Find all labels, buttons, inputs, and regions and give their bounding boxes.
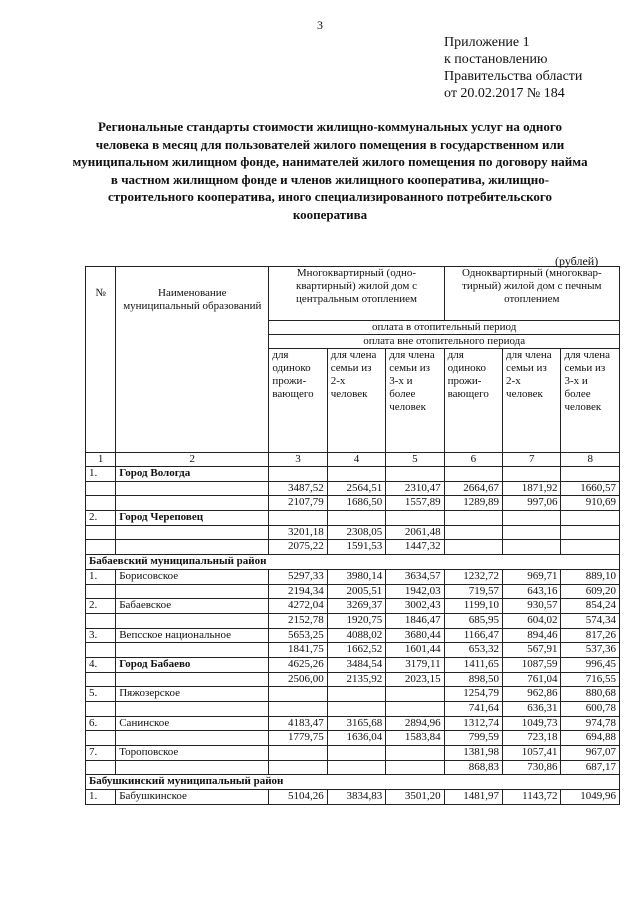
value-cell: 2664,67 [444, 481, 502, 496]
table-row [86, 746, 620, 761]
value-cell [386, 687, 444, 702]
value-cell [269, 760, 327, 775]
column-index: 1 [86, 453, 116, 467]
value-cell: 974,78 [561, 716, 620, 731]
municipality-name [116, 584, 269, 599]
table-row [86, 687, 620, 702]
row-number [86, 481, 116, 496]
value-cell: 3634,57 [386, 569, 444, 584]
column-index: 6 [444, 453, 502, 467]
value-cell: 3484,54 [327, 657, 385, 672]
table-row [86, 540, 620, 555]
value-cell: 2310,47 [386, 481, 444, 496]
table-row [86, 672, 620, 687]
value-cell: 1049,96 [561, 790, 620, 805]
value-cell: 3179,11 [386, 657, 444, 672]
table-row [86, 481, 620, 496]
row-number [86, 731, 116, 746]
value-cell: 1557,89 [386, 496, 444, 511]
value-cell: 962,86 [503, 687, 561, 702]
value-cell: 5104,26 [269, 790, 327, 805]
value-cell: 3501,20 [386, 790, 444, 805]
table-row [86, 525, 620, 540]
value-cell: 5653,25 [269, 628, 327, 643]
row-number [86, 643, 116, 658]
district-name: Бабушкинский муниципальный район [86, 775, 620, 790]
appendix-line-4: от 20.02.2017 № 184 [444, 86, 565, 101]
value-cell: 537,36 [561, 643, 620, 658]
value-cell [444, 467, 502, 482]
value-cell: 1660,57 [561, 481, 620, 496]
value-cell: 910,69 [561, 496, 620, 511]
value-cell [561, 540, 620, 555]
value-cell [269, 746, 327, 761]
value-cell: 817,26 [561, 628, 620, 643]
value-cell: 894,46 [503, 628, 561, 643]
value-cell: 799,59 [444, 731, 502, 746]
row-number: 1. [86, 569, 116, 584]
value-cell: 685,95 [444, 613, 502, 628]
value-cell: 898,50 [444, 672, 502, 687]
header-number: № [86, 267, 116, 453]
table-row [86, 628, 620, 643]
value-cell: 719,57 [444, 584, 502, 599]
table-row [86, 702, 620, 717]
value-cell: 889,10 [561, 569, 620, 584]
value-cell: 4183,47 [269, 716, 327, 731]
value-cell: 1583,84 [386, 731, 444, 746]
value-cell: 1662,52 [327, 643, 385, 658]
municipality-name: Пяжозерское [116, 687, 269, 702]
value-cell: 2005,51 [327, 584, 385, 599]
value-cell: 930,57 [503, 599, 561, 614]
table-row [86, 584, 620, 599]
value-cell: 3834,83 [327, 790, 385, 805]
table-row [86, 599, 620, 614]
row-number: 1. [86, 467, 116, 482]
value-cell: 687,17 [561, 760, 620, 775]
value-cell: 1636,04 [327, 731, 385, 746]
value-cell: 1447,32 [386, 540, 444, 555]
row-number: 2. [86, 599, 116, 614]
value-cell [269, 467, 327, 482]
value-cell [327, 467, 385, 482]
header-multi-apartment: Многоквартирный (одно-квартирный) жилой дом с центральным отоплением [269, 267, 444, 321]
value-cell: 1686,50 [327, 496, 385, 511]
value-cell: 574,34 [561, 613, 620, 628]
value-cell: 1254,79 [444, 687, 502, 702]
value-cell [561, 525, 620, 540]
value-cell: 730,86 [503, 760, 561, 775]
value-cell [386, 511, 444, 526]
row-number [86, 702, 116, 717]
header-col-4: для члена семьи из 2-х человек [327, 349, 385, 453]
header-col-6: для одиноко прожи-вающего [444, 349, 502, 453]
appendix-line-2: к постановлению [444, 52, 548, 67]
row-number [86, 496, 116, 511]
district-name: Бабаевский муниципальный район [86, 555, 620, 570]
value-cell: 1942,03 [386, 584, 444, 599]
municipality-name: Город Вологда [116, 467, 269, 482]
value-cell: 3002,43 [386, 599, 444, 614]
value-cell: 1411,65 [444, 657, 502, 672]
value-cell: 2152,78 [269, 613, 327, 628]
value-cell: 3980,14 [327, 569, 385, 584]
value-cell: 2135,92 [327, 672, 385, 687]
municipality-name [116, 702, 269, 717]
value-cell: 1057,41 [503, 746, 561, 761]
value-cell: 1289,89 [444, 496, 502, 511]
value-cell: 3165,68 [327, 716, 385, 731]
value-cell [561, 467, 620, 482]
municipality-name: Вепсское национальное [116, 628, 269, 643]
table-row [86, 731, 620, 746]
value-cell: 880,68 [561, 687, 620, 702]
row-number: 4. [86, 657, 116, 672]
municipality-name: Тороповское [116, 746, 269, 761]
table-row [86, 760, 620, 775]
district-row [86, 775, 620, 790]
value-cell [327, 746, 385, 761]
value-cell: 2194,34 [269, 584, 327, 599]
document-title: Региональные стандарты стоимости жилищно-коммунальных услуг на одного человека в месяц для пользователей жилого помещения в государственном или муниципальном жилищном фонде, нанимателей жилого помещения по договору найма в частном жилищном фонде и членов жилищного кооператива, жилищно-строительного кооператива, иного специализированного потребительского кооператива [72, 119, 588, 222]
value-cell: 4088,02 [327, 628, 385, 643]
value-cell: 636,31 [503, 702, 561, 717]
value-cell: 868,83 [444, 760, 502, 775]
value-cell: 2506,00 [269, 672, 327, 687]
value-cell: 854,24 [561, 599, 620, 614]
value-cell: 969,71 [503, 569, 561, 584]
table-row [86, 657, 620, 672]
municipality-name [116, 496, 269, 511]
row-number [86, 540, 116, 555]
value-cell: 2061,48 [386, 525, 444, 540]
value-cell [327, 702, 385, 717]
value-cell [327, 511, 385, 526]
value-cell [269, 687, 327, 702]
value-cell [386, 702, 444, 717]
value-cell [269, 511, 327, 526]
municipality-name [116, 643, 269, 658]
units-label: (рублей) [555, 254, 599, 268]
row-number [86, 525, 116, 540]
row-number: 2. [86, 511, 116, 526]
value-cell [561, 511, 620, 526]
row-number [86, 613, 116, 628]
value-cell: 604,02 [503, 613, 561, 628]
municipality-name [116, 540, 269, 555]
municipality-name [116, 525, 269, 540]
value-cell: 653,32 [444, 643, 502, 658]
municipality-name: Борисовское [116, 569, 269, 584]
value-cell: 2894,96 [386, 716, 444, 731]
page-number: 3 [317, 18, 323, 32]
value-cell: 600,78 [561, 702, 620, 717]
value-cell [386, 467, 444, 482]
value-cell: 1591,53 [327, 540, 385, 555]
table-row [86, 613, 620, 628]
value-cell: 1779,75 [269, 731, 327, 746]
value-cell [386, 746, 444, 761]
value-cell: 2308,05 [327, 525, 385, 540]
column-index: 4 [327, 453, 385, 467]
value-cell: 3269,37 [327, 599, 385, 614]
value-cell [503, 511, 561, 526]
municipality-name: Город Череповец [116, 511, 269, 526]
table-row [86, 467, 620, 482]
appendix-line-3: Правительства области [444, 69, 583, 84]
column-index: 2 [116, 453, 269, 467]
table-row [86, 496, 620, 511]
column-index: 8 [561, 453, 620, 467]
value-cell: 609,20 [561, 584, 620, 599]
column-index: 5 [386, 453, 444, 467]
row-number: 5. [86, 687, 116, 702]
value-cell: 1232,72 [444, 569, 502, 584]
value-cell [327, 760, 385, 775]
header-col-3: для одиноко прожи-вающего [269, 349, 327, 453]
value-cell: 1143,72 [503, 790, 561, 805]
value-cell: 1601,44 [386, 643, 444, 658]
table-row [86, 511, 620, 526]
value-cell: 3201,18 [269, 525, 327, 540]
value-cell [269, 702, 327, 717]
value-cell: 567,91 [503, 643, 561, 658]
header-heating-period: оплата в отопительный период [269, 321, 620, 335]
row-number [86, 672, 116, 687]
row-number: 6. [86, 716, 116, 731]
municipality-name [116, 760, 269, 775]
column-index: 7 [503, 453, 561, 467]
standards-table [85, 266, 620, 805]
value-cell: 1871,92 [503, 481, 561, 496]
value-cell: 3680,44 [386, 628, 444, 643]
header-col-7: для члена семьи из 2-х человек [503, 349, 561, 453]
value-cell: 1312,74 [444, 716, 502, 731]
appendix-block [444, 34, 582, 102]
value-cell: 967,07 [561, 746, 620, 761]
value-cell: 716,55 [561, 672, 620, 687]
value-cell [503, 467, 561, 482]
table-row [86, 569, 620, 584]
column-index: 3 [269, 453, 327, 467]
value-cell: 4272,04 [269, 599, 327, 614]
value-cell: 741,64 [444, 702, 502, 717]
row-number: 1. [86, 790, 116, 805]
table-row [86, 790, 620, 805]
municipality-name: Бабаевское [116, 599, 269, 614]
value-cell: 1841,75 [269, 643, 327, 658]
value-cell: 1049,73 [503, 716, 561, 731]
municipality-name [116, 481, 269, 496]
row-number: 7. [86, 746, 116, 761]
value-cell: 1199,10 [444, 599, 502, 614]
row-number [86, 760, 116, 775]
value-cell: 723,18 [503, 731, 561, 746]
municipality-name [116, 672, 269, 687]
value-cell [503, 540, 561, 555]
value-cell: 1481,97 [444, 790, 502, 805]
row-number: 3. [86, 628, 116, 643]
municipality-name [116, 613, 269, 628]
district-row [86, 555, 620, 570]
value-cell [444, 525, 502, 540]
value-cell: 761,04 [503, 672, 561, 687]
header-col-8: для члена семьи из 3-х и более человек [561, 349, 620, 453]
municipality-name: Санинское [116, 716, 269, 731]
value-cell: 2564,51 [327, 481, 385, 496]
value-cell [444, 540, 502, 555]
value-cell: 4625,26 [269, 657, 327, 672]
value-cell: 1166,47 [444, 628, 502, 643]
header-col-5: для члена семьи из 3-х и более человек [386, 349, 444, 453]
value-cell: 643,16 [503, 584, 561, 599]
table-row [86, 716, 620, 731]
municipality-name: Город Бабаево [116, 657, 269, 672]
value-cell: 1846,47 [386, 613, 444, 628]
value-cell: 694,88 [561, 731, 620, 746]
value-cell [444, 511, 502, 526]
table-row [86, 643, 620, 658]
municipality-name [116, 731, 269, 746]
value-cell: 2023,15 [386, 672, 444, 687]
value-cell: 1920,75 [327, 613, 385, 628]
value-cell: 997,06 [503, 496, 561, 511]
value-cell: 2075,22 [269, 540, 327, 555]
row-number [86, 584, 116, 599]
appendix-line-1: Приложение 1 [444, 35, 530, 50]
header-single-apartment: Одноквартирный (многоквар-тирный) жилой дом с печным отоплением [444, 267, 619, 321]
value-cell: 5297,33 [269, 569, 327, 584]
value-cell [327, 687, 385, 702]
value-cell: 3487,52 [269, 481, 327, 496]
header-non-heating-period: оплата вне отопительного периода [269, 335, 620, 349]
value-cell: 996,45 [561, 657, 620, 672]
value-cell: 1087,59 [503, 657, 561, 672]
municipality-name: Бабушкинское [116, 790, 269, 805]
value-cell [386, 760, 444, 775]
column-index-row [86, 453, 620, 467]
value-cell: 1381,98 [444, 746, 502, 761]
header-name: Наименование муниципальный образований [116, 267, 269, 453]
value-cell [503, 525, 561, 540]
value-cell: 2107,79 [269, 496, 327, 511]
